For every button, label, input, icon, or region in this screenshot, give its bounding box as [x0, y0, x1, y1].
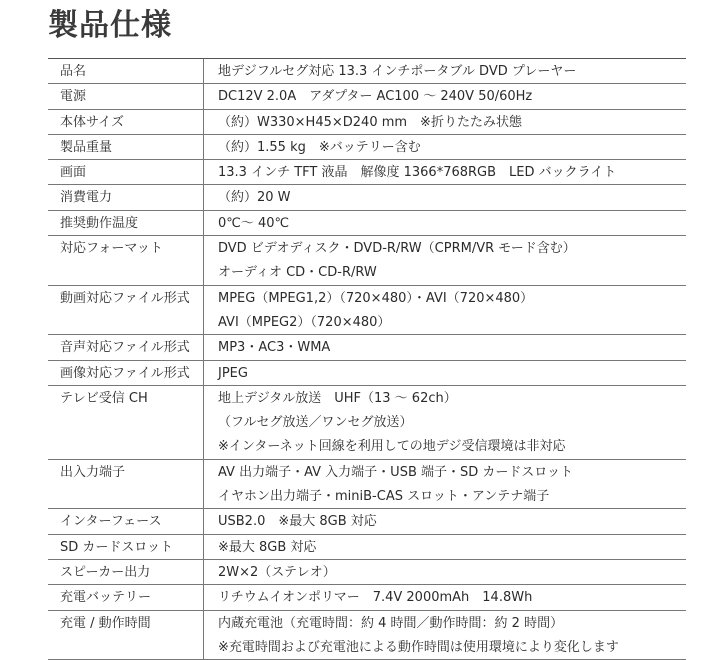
spec-values [204, 585, 686, 609]
spec-row [48, 236, 686, 286]
spec-row [48, 135, 686, 160]
spec-values [204, 84, 686, 108]
spec-label: 充電バッテリー [48, 585, 204, 609]
spec-table [48, 58, 686, 660]
spec-values [204, 286, 686, 335]
spec-values [204, 560, 686, 584]
spec-row [48, 335, 686, 360]
spec-values [204, 110, 686, 134]
spec-values [204, 135, 686, 159]
spec-label: 画面 [48, 160, 204, 184]
spec-values [204, 59, 686, 83]
spec-row [48, 185, 686, 210]
spec-value: （約）20 W [218, 190, 291, 206]
spec-label: 推奨動作温度 [48, 211, 204, 235]
spec-row [48, 535, 686, 560]
spec-row [48, 460, 686, 510]
spec-label: 電源 [48, 84, 204, 108]
spec-values [204, 185, 686, 209]
spec-label: SD カードスロット [48, 535, 204, 559]
spec-label: 製品重量 [48, 135, 204, 159]
spec-row [48, 160, 686, 185]
spec-row [48, 509, 686, 534]
spec-value: JPEG [218, 365, 248, 381]
spec-row [48, 59, 686, 84]
spec-values [204, 236, 686, 285]
spec-value: 内蔵充電池（充電時間：約 4 時間／動作時間：約 2 時間） [218, 615, 564, 631]
spec-value: ※充電時間および充電池による動作時間は使用環境により変化します [218, 639, 619, 655]
spec-label: インターフェース [48, 509, 204, 533]
spec-row [48, 361, 686, 386]
spec-value: MPEG（MPEG1,2）（720×480）・AVI（720×480） [218, 290, 534, 306]
spec-value: USB2.0 ※最大 8GB 対応 [218, 514, 377, 530]
spec-value: ※最大 8GB 対応 [218, 539, 317, 555]
spec-value: DVD ビデオディスク・DVD-R/RW（CPRM/VR モード含む） [218, 241, 576, 257]
spec-label: 品名 [48, 59, 204, 83]
spec-value: 地デジフルセグ対応 13.3 インチポータブル DVD プレーヤー [218, 64, 577, 79]
spec-values [204, 361, 686, 385]
spec-value: （約）1.55 kg ※バッテリー含む [218, 139, 421, 155]
spec-value: DC12V 2.0A アダプター AC100 ～ 240V 50/60Hz [218, 89, 533, 105]
spec-values [204, 535, 686, 559]
spec-value: オーディオ CD・CD-R/RW [218, 265, 377, 281]
spec-values [204, 386, 686, 459]
spec-label: 出入力端子 [48, 460, 204, 509]
spec-value: MP3・AC3・WMA [218, 340, 331, 356]
spec-values [204, 509, 686, 533]
spec-row [48, 286, 686, 336]
spec-label: 消費電力 [48, 185, 204, 209]
spec-row [48, 585, 686, 610]
spec-value: 0℃～ 40℃ [218, 215, 290, 231]
spec-value: AVI（MPEG2）（720×480） [218, 314, 391, 330]
spec-values [204, 160, 686, 184]
spec-value: （約）W330×H45×D240 mm ※折りたたみ状態 [218, 114, 522, 130]
spec-label: 充電 / 動作時間 [48, 611, 204, 660]
spec-value: 13.3 インチ TFT 液晶 解像度 1366*768RGB LED バックライト [218, 165, 617, 181]
spec-row [48, 84, 686, 109]
spec-row [48, 110, 686, 135]
spec-values [204, 211, 686, 235]
page-title: 製品仕様 [48, 8, 172, 43]
spec-label: 対応フォーマット [48, 236, 204, 285]
spec-label: スピーカー出力 [48, 560, 204, 584]
spec-value: イヤホン出力端子・miniB-CAS スロット・アンテナ端子 [218, 489, 550, 505]
spec-value: ※インターネット回線を利用しての地デジ受信環境は非対応 [218, 439, 566, 455]
spec-value: リチウムイオンポリマー 7.4V 2000mAh 14.8Wh [218, 590, 533, 606]
spec-values [204, 611, 686, 660]
spec-value: 地上デジタル放送 UHF（13 ～ 62ch） [218, 390, 457, 406]
spec-value: 2W×2（ステレオ） [218, 564, 336, 580]
spec-value: AV 出力端子・AV 入力端子・USB 端子・SD カードスロット [218, 464, 573, 480]
spec-label: 音声対応ファイル形式 [48, 335, 204, 359]
spec-label: テレビ受信 CH [48, 386, 204, 459]
spec-row [48, 560, 686, 585]
spec-label: 画像対応ファイル形式 [48, 361, 204, 385]
spec-values [204, 335, 686, 359]
spec-label: 本体サイズ [48, 110, 204, 134]
spec-value: （フルセグ放送／ワンセグ放送） [218, 415, 413, 431]
spec-row [48, 611, 686, 660]
spec-row [48, 211, 686, 236]
spec-label: 動画対応ファイル形式 [48, 286, 204, 335]
spec-values [204, 460, 686, 509]
spec-row [48, 386, 686, 460]
